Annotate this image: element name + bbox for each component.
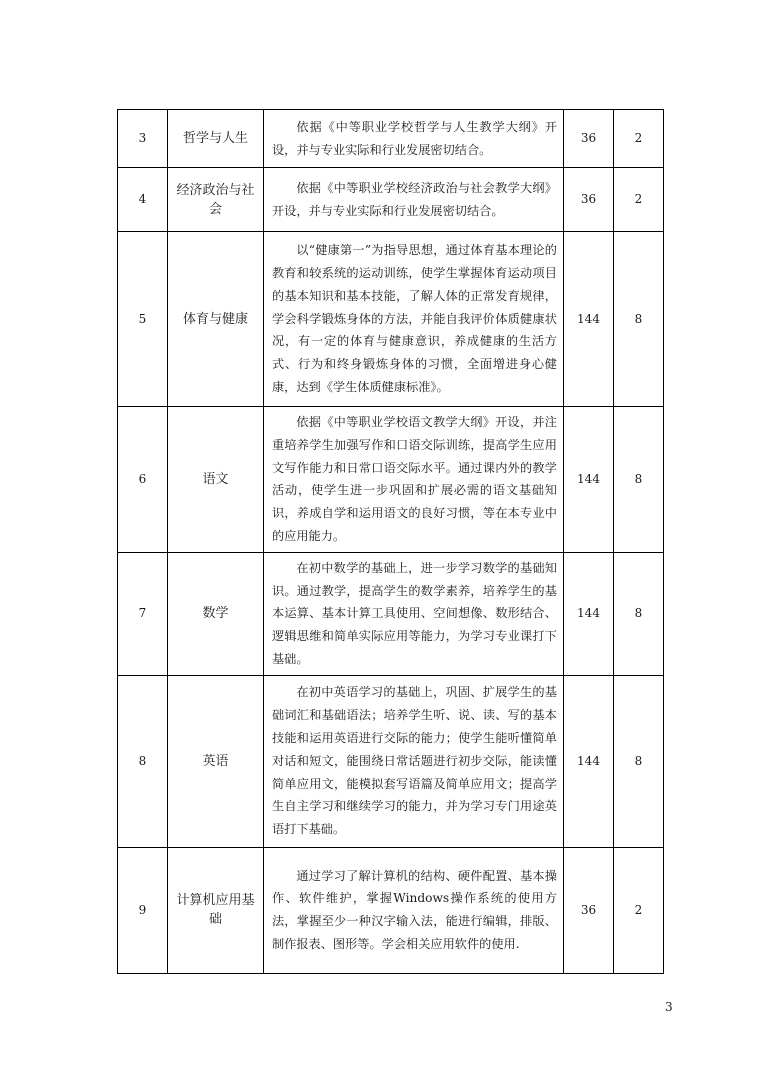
row-number: 3 (118, 110, 168, 168)
course-description (264, 552, 564, 675)
course-name (168, 552, 264, 675)
course-name (168, 847, 264, 973)
course-name-text: 语文 (202, 471, 229, 487)
table-row (118, 552, 664, 675)
course-credits: 8 (614, 675, 664, 847)
course-name-text: 数学 (202, 606, 229, 622)
course-hours: 36 (564, 168, 614, 232)
course-description-text: 依据《中等职业学校语文教学大纲》开设，并注重培养学生加强写作和口语交际训练，提高学生应用文写作能力和日常口语交际水平。通过课内外的教学活动，使学生进一步巩固和扩展必需的语文基础知识，养成自学和运用语文的良好习惯，等在本专业中的应用能力。 (272, 415, 557, 543)
row-number: 4 (118, 168, 168, 232)
course-description (264, 168, 564, 232)
row-number: 6 (118, 407, 168, 553)
course-description-text: 依据《中等职业学校经济政治与社会教学大纲》开设，并与专业实际和行业发展密切结合。 (272, 180, 557, 218)
course-name (168, 110, 264, 168)
course-name-text: 体育与健康 (182, 311, 248, 327)
course-name (168, 407, 264, 553)
course-description-text: 通过学习了解计算机的结构、硬件配置、基本操作、软件维护，掌握Windows操作系统的使用方法，掌握至少一种汉字输入法，能进行编辑，排版、制作报表、图形等。学会相关应用软件的使用. (272, 868, 557, 952)
course-hours: 144 (564, 552, 614, 675)
course-table (117, 109, 664, 974)
course-description-text: 在初中数学的基础上，进一步学习数学的基础知识。通过教学，提高学生的数学素养，培养学生的基本运算、基本计算工具使用、空间想像、数形结合、逻辑思维和简单实际应用等能力，为学习专业课打下基础。 (272, 560, 557, 666)
course-hours: 144 (564, 407, 614, 553)
table-row (118, 232, 664, 407)
course-hours: 36 (564, 110, 614, 168)
table-row (118, 407, 664, 553)
course-credits: 8 (614, 232, 664, 407)
row-number: 5 (118, 232, 168, 407)
course-description (264, 407, 564, 553)
row-number: 7 (118, 552, 168, 675)
course-description (264, 847, 564, 973)
course-name-text: 哲学与人生 (182, 131, 248, 146)
course-name-text: 计算机应用基础 (176, 893, 255, 928)
course-hours: 144 (564, 232, 614, 407)
table-row (118, 110, 664, 168)
table-row (118, 675, 664, 847)
course-credits: 2 (614, 847, 664, 973)
course-description-text: 在初中英语学习的基础上，巩固、扩展学生的基础词汇和基础语法；培养学生听、说、读、写的基本技能和运用英语进行交际的能力；使学生能听懂简单对话和短文，能围绕日常话题进行初步交际，能读懂简单应用文，能模拟套写语篇及简单应用文；提高学生自主学习和继续学习的能力，并为学习专门用途英语打下基础。 (272, 685, 557, 837)
course-credits: 2 (614, 110, 664, 168)
course-credits: 8 (614, 552, 664, 675)
course-description-text: 依据《中等职业学校哲学与人生教学大纲》开设，并与专业实际和行业发展密切结合。 (272, 119, 557, 157)
course-description-text: 以“健康第一”为指导思想，通过体育基本理论的教育和较系统的运动训练，使学生掌握体育运动项目的基本知识和基本技能，了解人体的正常发育规律，学会科学锻炼身体的方法，并能自我评价体质健康状况，有一定的体育与健康意识，养成健康的生活方式、行为和终身锻炼身体的习惯，全面增进身心健康，达到《学生体质健康标准》。 (272, 243, 557, 394)
course-hours: 144 (564, 675, 614, 847)
course-credits: 8 (614, 407, 664, 553)
row-number: 9 (118, 847, 168, 973)
course-description (264, 110, 564, 168)
table-row (118, 847, 664, 973)
course-credits: 2 (614, 168, 664, 232)
table-row (118, 168, 664, 232)
row-number: 8 (118, 675, 168, 847)
course-name (168, 168, 264, 232)
course-name (168, 675, 264, 847)
course-name-text: 经济政治与社会 (176, 182, 255, 217)
course-hours: 36 (564, 847, 614, 973)
course-name-text: 英语 (202, 753, 229, 769)
course-description (264, 675, 564, 847)
course-description (264, 232, 564, 407)
course-name (168, 232, 264, 407)
page-number: 3 (665, 1000, 673, 1014)
